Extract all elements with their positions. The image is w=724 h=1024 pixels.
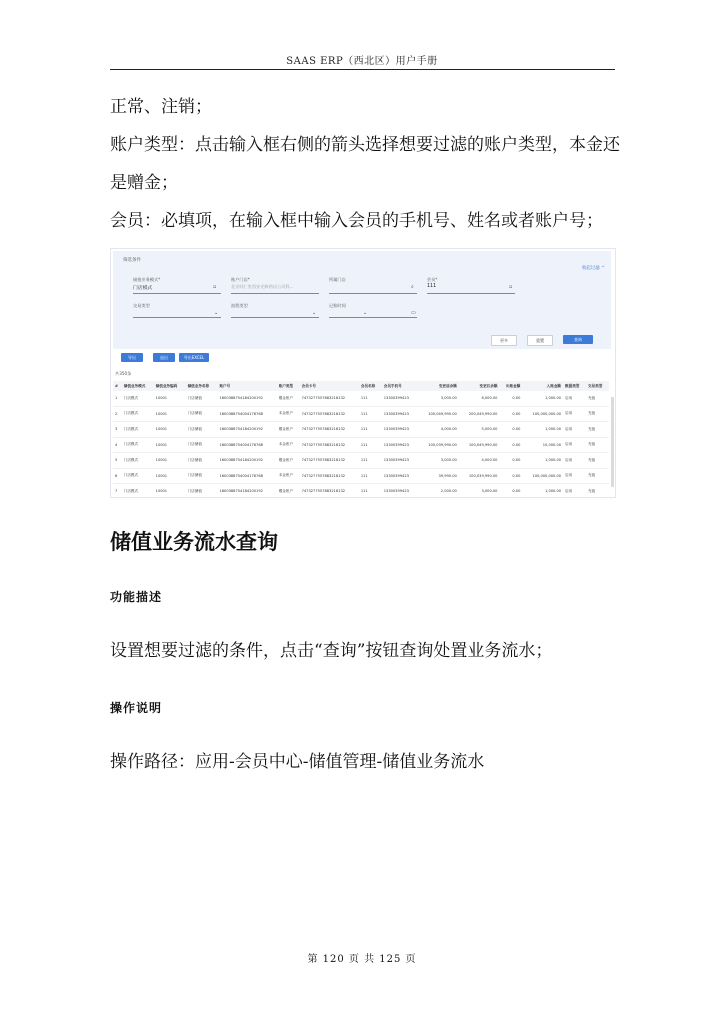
table-cell: 6,000.00: [459, 391, 500, 406]
table-cell: 2,000.00: [418, 484, 459, 499]
field-label: 账户门店*: [231, 277, 250, 282]
embedded-screenshot: [110, 248, 616, 498]
table-row[interactable]: [113, 453, 609, 469]
field-underline: [427, 293, 515, 294]
table-cell: 4,000.00: [459, 453, 500, 469]
result-table-wrap: [111, 367, 615, 497]
table-cell: 10,000.00: [522, 437, 563, 453]
table-cell: 启用: [563, 453, 586, 469]
header-divider: [110, 69, 615, 70]
table-cell: 200,049,990.00: [459, 406, 500, 422]
member-input[interactable]: 111: [427, 284, 437, 289]
column-header: 入账金额: [522, 381, 563, 391]
table-cell: 启用: [563, 391, 586, 406]
table-cell: 门店模式: [122, 453, 154, 469]
table-cell: 7: [113, 484, 122, 499]
chevron-down-icon[interactable]: ⌄: [312, 310, 317, 316]
table-cell: 7473277557883218132: [300, 391, 359, 406]
store-input[interactable]: 北京同仁堂西安光辉药店公司科...: [231, 284, 294, 289]
table-cell: 7473277557883218132: [300, 437, 359, 453]
table-row[interactable]: [113, 437, 609, 453]
field-label: 储值业务模式*: [133, 277, 161, 282]
table-cell: 门店储值: [186, 437, 218, 453]
table-cell: 门店储值: [186, 453, 218, 469]
table-cell: 10001: [154, 391, 186, 406]
calendar-icon[interactable]: ▫: [509, 284, 513, 290]
column-header: 账户类型: [277, 381, 300, 391]
table-cell: 本金账户: [277, 406, 300, 422]
table-cell: 100,039,990.00: [459, 468, 500, 484]
func-heading: 功能描述: [110, 590, 163, 604]
table-header-row: [113, 381, 609, 391]
table-cell: 111: [359, 437, 382, 453]
table-scrollbar[interactable]: [611, 397, 614, 487]
table-cell: 0.00: [499, 484, 522, 499]
column-header: #: [113, 381, 122, 391]
table-cell: 10001: [154, 453, 186, 469]
paragraph-account-type-cont: 是赠金；: [110, 173, 178, 193]
column-header: 储值业务模式: [122, 381, 154, 391]
table-cell: 充值: [586, 468, 609, 484]
table-cell: 充值: [586, 453, 609, 469]
table-cell: 充值: [586, 391, 609, 406]
table-cell: 1,000.00: [522, 453, 563, 469]
table-cell: 门店模式: [122, 422, 154, 438]
table-cell: 门店模式: [122, 406, 154, 422]
table-cell: 门店储值: [186, 484, 218, 499]
column-header: 出账金额: [499, 381, 522, 391]
field-underline: [231, 317, 319, 318]
table-cell: 111: [359, 391, 382, 406]
table-cell: 门店模式: [122, 391, 154, 406]
table-cell: 1600388754004176768: [217, 406, 276, 422]
table-cell: 13300399423: [382, 437, 418, 453]
table-cell: 0.00: [499, 422, 522, 438]
column-header: 会员名称: [359, 381, 382, 391]
table-cell: 13300399423: [382, 391, 418, 406]
table-cell: 本金账户: [277, 437, 300, 453]
table-body: [113, 391, 609, 498]
table-cell: 启用: [563, 468, 586, 484]
field-underline: [133, 293, 221, 294]
export-button[interactable]: 导出: [121, 353, 143, 362]
table-cell: 100,000,000.00: [522, 468, 563, 484]
table-cell: 赠金账户: [277, 391, 300, 406]
table-cell: 门店储值: [186, 406, 218, 422]
table-cell: 111: [359, 484, 382, 499]
calendar-icon[interactable]: ▭: [411, 310, 416, 316]
table-cell: 111: [359, 422, 382, 438]
table-cell: 门店模式: [122, 437, 154, 453]
calendar-icon[interactable]: ▫: [213, 284, 217, 290]
table-cell: 门店模式: [122, 468, 154, 484]
field-label: 流程类型: [231, 303, 248, 308]
chevron-down-icon[interactable]: ⌄: [214, 310, 219, 316]
table-cell: 1600388754184200192: [217, 484, 276, 499]
table-cell: 5: [113, 453, 122, 469]
table-cell: 10001: [154, 422, 186, 438]
table-cell: 13300399423: [382, 484, 418, 499]
table-cell: 本金账户: [277, 468, 300, 484]
more-button[interactable]: 更多: [491, 335, 517, 346]
column-header: 变更后余额: [459, 381, 500, 391]
table-cell: 1: [113, 391, 122, 406]
func-text: 设置想要过滤的条件，点击“查询”按钮查询处置业务流水；: [110, 641, 553, 661]
page-footer: 第 120 页 共 125 页: [307, 954, 417, 965]
table-cell: 13300399423: [382, 468, 418, 484]
table-cell: 7473277557883218132: [300, 484, 359, 499]
table-cell: 赠金账户: [277, 484, 300, 499]
paragraph-account-type: 账户类型：点击输入框右侧的箭头选择想要过滤的账户类型，本金还: [110, 135, 620, 155]
table-cell: 7473277557883218132: [300, 453, 359, 469]
table-cell: 门店储值: [186, 422, 218, 438]
table-cell: 100,049,990.00: [459, 437, 500, 453]
column-header: 会员手机号: [382, 381, 418, 391]
op-heading: 操作说明: [110, 701, 163, 715]
table-cell: 0.00: [499, 391, 522, 406]
field-underline: [133, 317, 221, 318]
table-cell: 100,039,990.00: [418, 437, 459, 453]
field-label: 记账时间: [329, 303, 346, 308]
filter-title: 筛选条件: [123, 258, 141, 263]
table-cell: 10001: [154, 437, 186, 453]
filter-panel: [113, 251, 611, 349]
op-text: 操作路径：应用-会员中心-储值管理-储值业务流水: [110, 752, 485, 772]
field-underline: [231, 293, 319, 294]
table-cell: 39,990.00: [418, 468, 459, 484]
field-label: 交易类型: [133, 303, 150, 308]
table-cell: 0.00: [499, 453, 522, 469]
table-cell: 0.00: [499, 437, 522, 453]
table-cell: 10001: [154, 406, 186, 422]
table-cell: 111: [359, 406, 382, 422]
table-cell: 7473277557883218132: [300, 468, 359, 484]
table-cell: 13300399423: [382, 453, 418, 469]
table-cell: 启用: [563, 484, 586, 499]
table-cell: 10001: [154, 468, 186, 484]
table-cell: 2: [113, 406, 122, 422]
table-cell: 4,000.00: [418, 422, 459, 438]
column-header: 数据类型: [563, 381, 586, 391]
table-cell: 4: [113, 437, 122, 453]
table-cell: 10001: [154, 484, 186, 499]
field-underline: [329, 317, 417, 318]
column-header: 变更前余额: [418, 381, 459, 391]
query-button[interactable]: 查询: [563, 335, 593, 344]
column-header: 储值业务名称: [186, 381, 218, 391]
table-cell: 1,000.00: [522, 391, 563, 406]
paragraph-status: 正常、注销；: [110, 97, 212, 117]
table-cell: 赠金账户: [277, 422, 300, 438]
table-cell: 111: [359, 468, 382, 484]
table-cell: 赠金账户: [277, 453, 300, 469]
table-cell: 0.00: [499, 468, 522, 484]
paragraph-member: 会员：必填项，在输入框中输入会员的手机号、姓名或者账户号；: [110, 211, 603, 231]
table-cell: 3,000.00: [459, 484, 500, 499]
exit-button[interactable]: 退出: [153, 353, 175, 362]
section-title: 储值业务流水查询: [110, 530, 278, 554]
column-header: 账户号: [217, 381, 276, 391]
table-row[interactable]: [113, 422, 609, 438]
table-cell: 门店模式: [122, 484, 154, 499]
table-cell: 3,000.00: [418, 453, 459, 469]
column-header: 会员卡号: [300, 381, 359, 391]
chevron-down-icon[interactable]: ⌄: [363, 310, 368, 316]
table-cell: 100,049,990.00: [418, 406, 459, 422]
table-cell: 111: [359, 453, 382, 469]
table-cell: 1600388754184200192: [217, 453, 276, 469]
export-excel-button[interactable]: 导出EXCEL: [179, 353, 209, 362]
table-cell: 3: [113, 422, 122, 438]
table-row[interactable]: [113, 468, 609, 484]
page-header: SAAS ERP（西北区）用户手册: [286, 56, 438, 67]
table-cell: 1,000.00: [522, 484, 563, 499]
table-cell: 5,000.00: [459, 422, 500, 438]
search-icon[interactable]: ⌕: [411, 284, 414, 290]
table-cell: 1600388754004176768: [217, 437, 276, 453]
table-cell: 门店储值: [186, 468, 218, 484]
collapse-filter-button[interactable]: 收起过滤 ^: [581, 266, 605, 271]
field-label: 所属门店: [329, 277, 346, 282]
table-cell: 7473277557883218132: [300, 422, 359, 438]
table-cell: 13300399423: [382, 422, 418, 438]
field-label: 会员*: [427, 277, 438, 282]
table-cell: 13300399423: [382, 406, 418, 422]
table-cell: 1600388754184200192: [217, 391, 276, 406]
table-cell: 启用: [563, 422, 586, 438]
table-row[interactable]: [113, 406, 609, 422]
table-cell: 1600388754004176768: [217, 468, 276, 484]
table-cell: 门店储值: [186, 391, 218, 406]
table-cell: 启用: [563, 437, 586, 453]
table-row[interactable]: [113, 391, 609, 406]
record-count: 共350条: [115, 371, 132, 376]
table-cell: 充值: [586, 484, 609, 499]
table-cell: 启用: [563, 406, 586, 422]
column-header: 交易类型: [586, 381, 609, 391]
table-cell: 3,000.00: [418, 391, 459, 406]
table-cell: 充值: [586, 422, 609, 438]
table-cell: 7473277557883218132: [300, 406, 359, 422]
table-cell: 6: [113, 468, 122, 484]
mode-select[interactable]: 门店模式: [133, 286, 153, 291]
field-underline: [329, 293, 417, 294]
table-cell: 充值: [586, 406, 609, 422]
result-table: [113, 381, 609, 498]
table-cell: 100,000,000.00: [522, 406, 563, 422]
table-row[interactable]: [113, 484, 609, 499]
table-cell: 充值: [586, 437, 609, 453]
table-cell: 1,000.00: [522, 422, 563, 438]
table-cell: 0.00: [499, 406, 522, 422]
column-header: 储值业务编码: [154, 381, 186, 391]
table-cell: 1600388754184200192: [217, 422, 276, 438]
reset-button[interactable]: 重置: [527, 335, 553, 346]
